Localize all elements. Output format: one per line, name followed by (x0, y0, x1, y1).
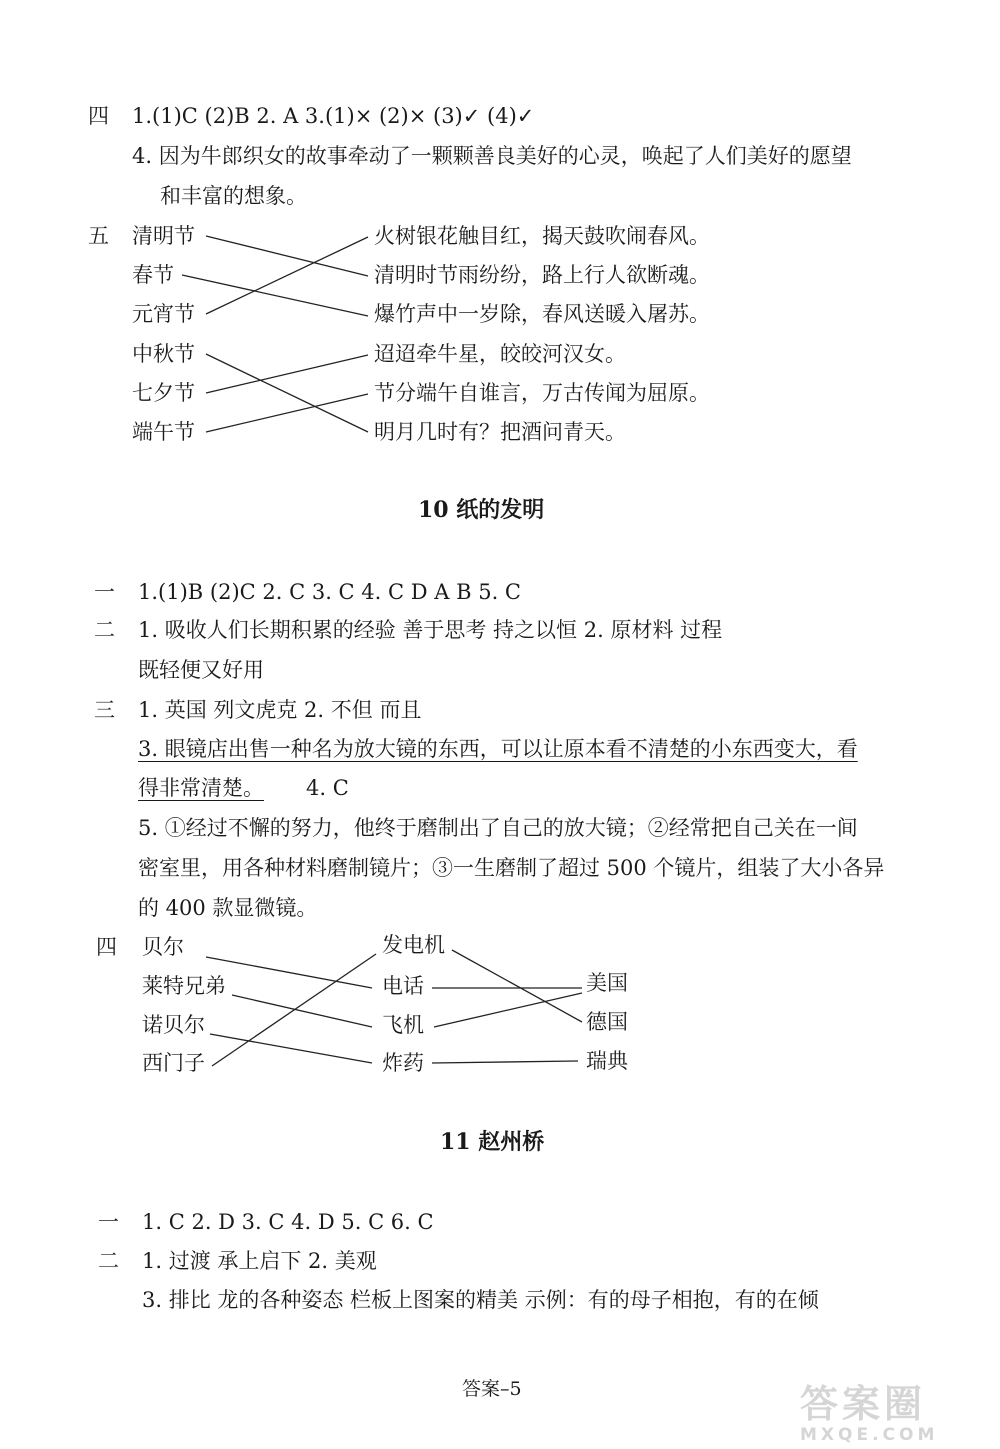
festival-item: 中秋节 (132, 342, 195, 366)
answer-line: 1.(1)B (2)C 2. C 3. C 4. C D A B 5. C (138, 580, 521, 604)
match-line (452, 950, 582, 1022)
poem-line: 火树银花触目红，揭天鼓吹闹春风。 (374, 224, 710, 248)
invention-item: 炸药 (382, 1051, 424, 1075)
answer-line: 1. 过渡 承上启下 2. 美观 (142, 1249, 377, 1273)
answer-line: 4. C (306, 776, 349, 800)
festival-item: 元宵节 (132, 302, 195, 326)
watermark-logo (800, 1382, 1000, 1449)
invention-item: 飞机 (382, 1013, 424, 1037)
festival-item: 端午节 (132, 420, 195, 444)
section-number-5: 五 (88, 224, 109, 248)
section-number-2: 二 (98, 1249, 119, 1273)
festival-item: 七夕节 (132, 381, 195, 405)
answer-line: 密室里，用各种材料磨制镜片；③一生磨制了超过 500 个镜片，组装了大小各异 (138, 856, 885, 880)
watermark-url-text: MXQE.COM (800, 1425, 939, 1445)
person-item: 莱特兄弟 (142, 974, 226, 998)
country-item: 瑞典 (586, 1049, 628, 1073)
answer-line: 既轻便又好用 (138, 658, 264, 682)
match-line (206, 957, 372, 988)
festival-item: 春节 (132, 263, 174, 287)
answer-line: 1. C 2. D 3. C 4. D 5. C 6. C (142, 1210, 434, 1234)
section-number-4: 四 (88, 104, 109, 128)
poem-line: 节分端午自谁言，万古传闻为屈原。 (374, 381, 710, 405)
match-line (206, 394, 368, 432)
poem-line: 爆竹声中一岁除，春风送暖入屠苏。 (374, 302, 710, 326)
poem-line: 清明时节雨纷纷，路上行人欲断魂。 (374, 263, 710, 287)
match-line (232, 995, 372, 1027)
person-item: 诺贝尔 (142, 1013, 205, 1037)
answer-line: 1. 英国 列文虎克 2. 不但 而且 (138, 698, 422, 722)
match-line (206, 354, 368, 432)
answer-line: 3. 排比 龙的各种姿态 栏板上图案的精美 示例：有的母子相抱，有的在倾 (142, 1288, 819, 1312)
match-line (432, 1061, 578, 1063)
poem-line: 明月几时有？把酒问青天。 (374, 420, 626, 444)
section-number-2: 二 (94, 618, 115, 642)
festival-item: 清明节 (132, 224, 195, 248)
match-line (206, 236, 368, 276)
answer-line: 5. ①经过不懈的努力，他终于磨制出了自己的放大镜；②经常把自己关在一间 (138, 816, 858, 840)
poem-line: 迢迢牵牛星，皎皎河汉女。 (374, 342, 626, 366)
match-line (210, 1034, 372, 1063)
answer-line-underlined: 得非常清楚。 (138, 776, 264, 800)
answer-line: 1.(1)C (2)B 2. A 3.(1)× (2)× (3)✓ (4)✓ (132, 104, 535, 128)
answer-line-underlined: 3. 眼镜店出售一种名为放大镜的东西，可以让原本看不清楚的小东西变大，看 (138, 737, 858, 761)
person-item: 西门子 (142, 1051, 205, 1075)
answer-line: 的 400 款显微镜。 (138, 896, 318, 920)
page-number: 答案–5 (462, 1378, 522, 1400)
answer-line: 4. 因为牛郎织女的故事牵动了一颗颗善良美好的心灵，唤起了人们美好的愿望 (132, 144, 852, 168)
answer-line: 和丰富的想象。 (160, 184, 307, 208)
lesson-title: 11 赵州桥 (440, 1129, 545, 1155)
person-item: 贝尔 (142, 935, 184, 959)
answer-line: 1. 吸收人们长期积累的经验 善于思考 持之以恒 2. 原材料 过程 (138, 618, 723, 642)
section-number-3: 三 (94, 698, 115, 722)
section-number-1: 一 (98, 1210, 119, 1234)
section-number-1: 一 (94, 580, 115, 604)
country-item: 德国 (586, 1010, 628, 1034)
lesson-title: 10 纸的发明 (418, 497, 545, 523)
match-line (206, 355, 368, 393)
invention-item: 电话 (382, 974, 424, 998)
match-line (206, 237, 368, 314)
watermark-main-text: 答案圈 (800, 1382, 927, 1426)
section-number-4: 四 (96, 935, 117, 959)
country-item: 美国 (586, 971, 628, 995)
invention-item: 发电机 (382, 933, 445, 957)
